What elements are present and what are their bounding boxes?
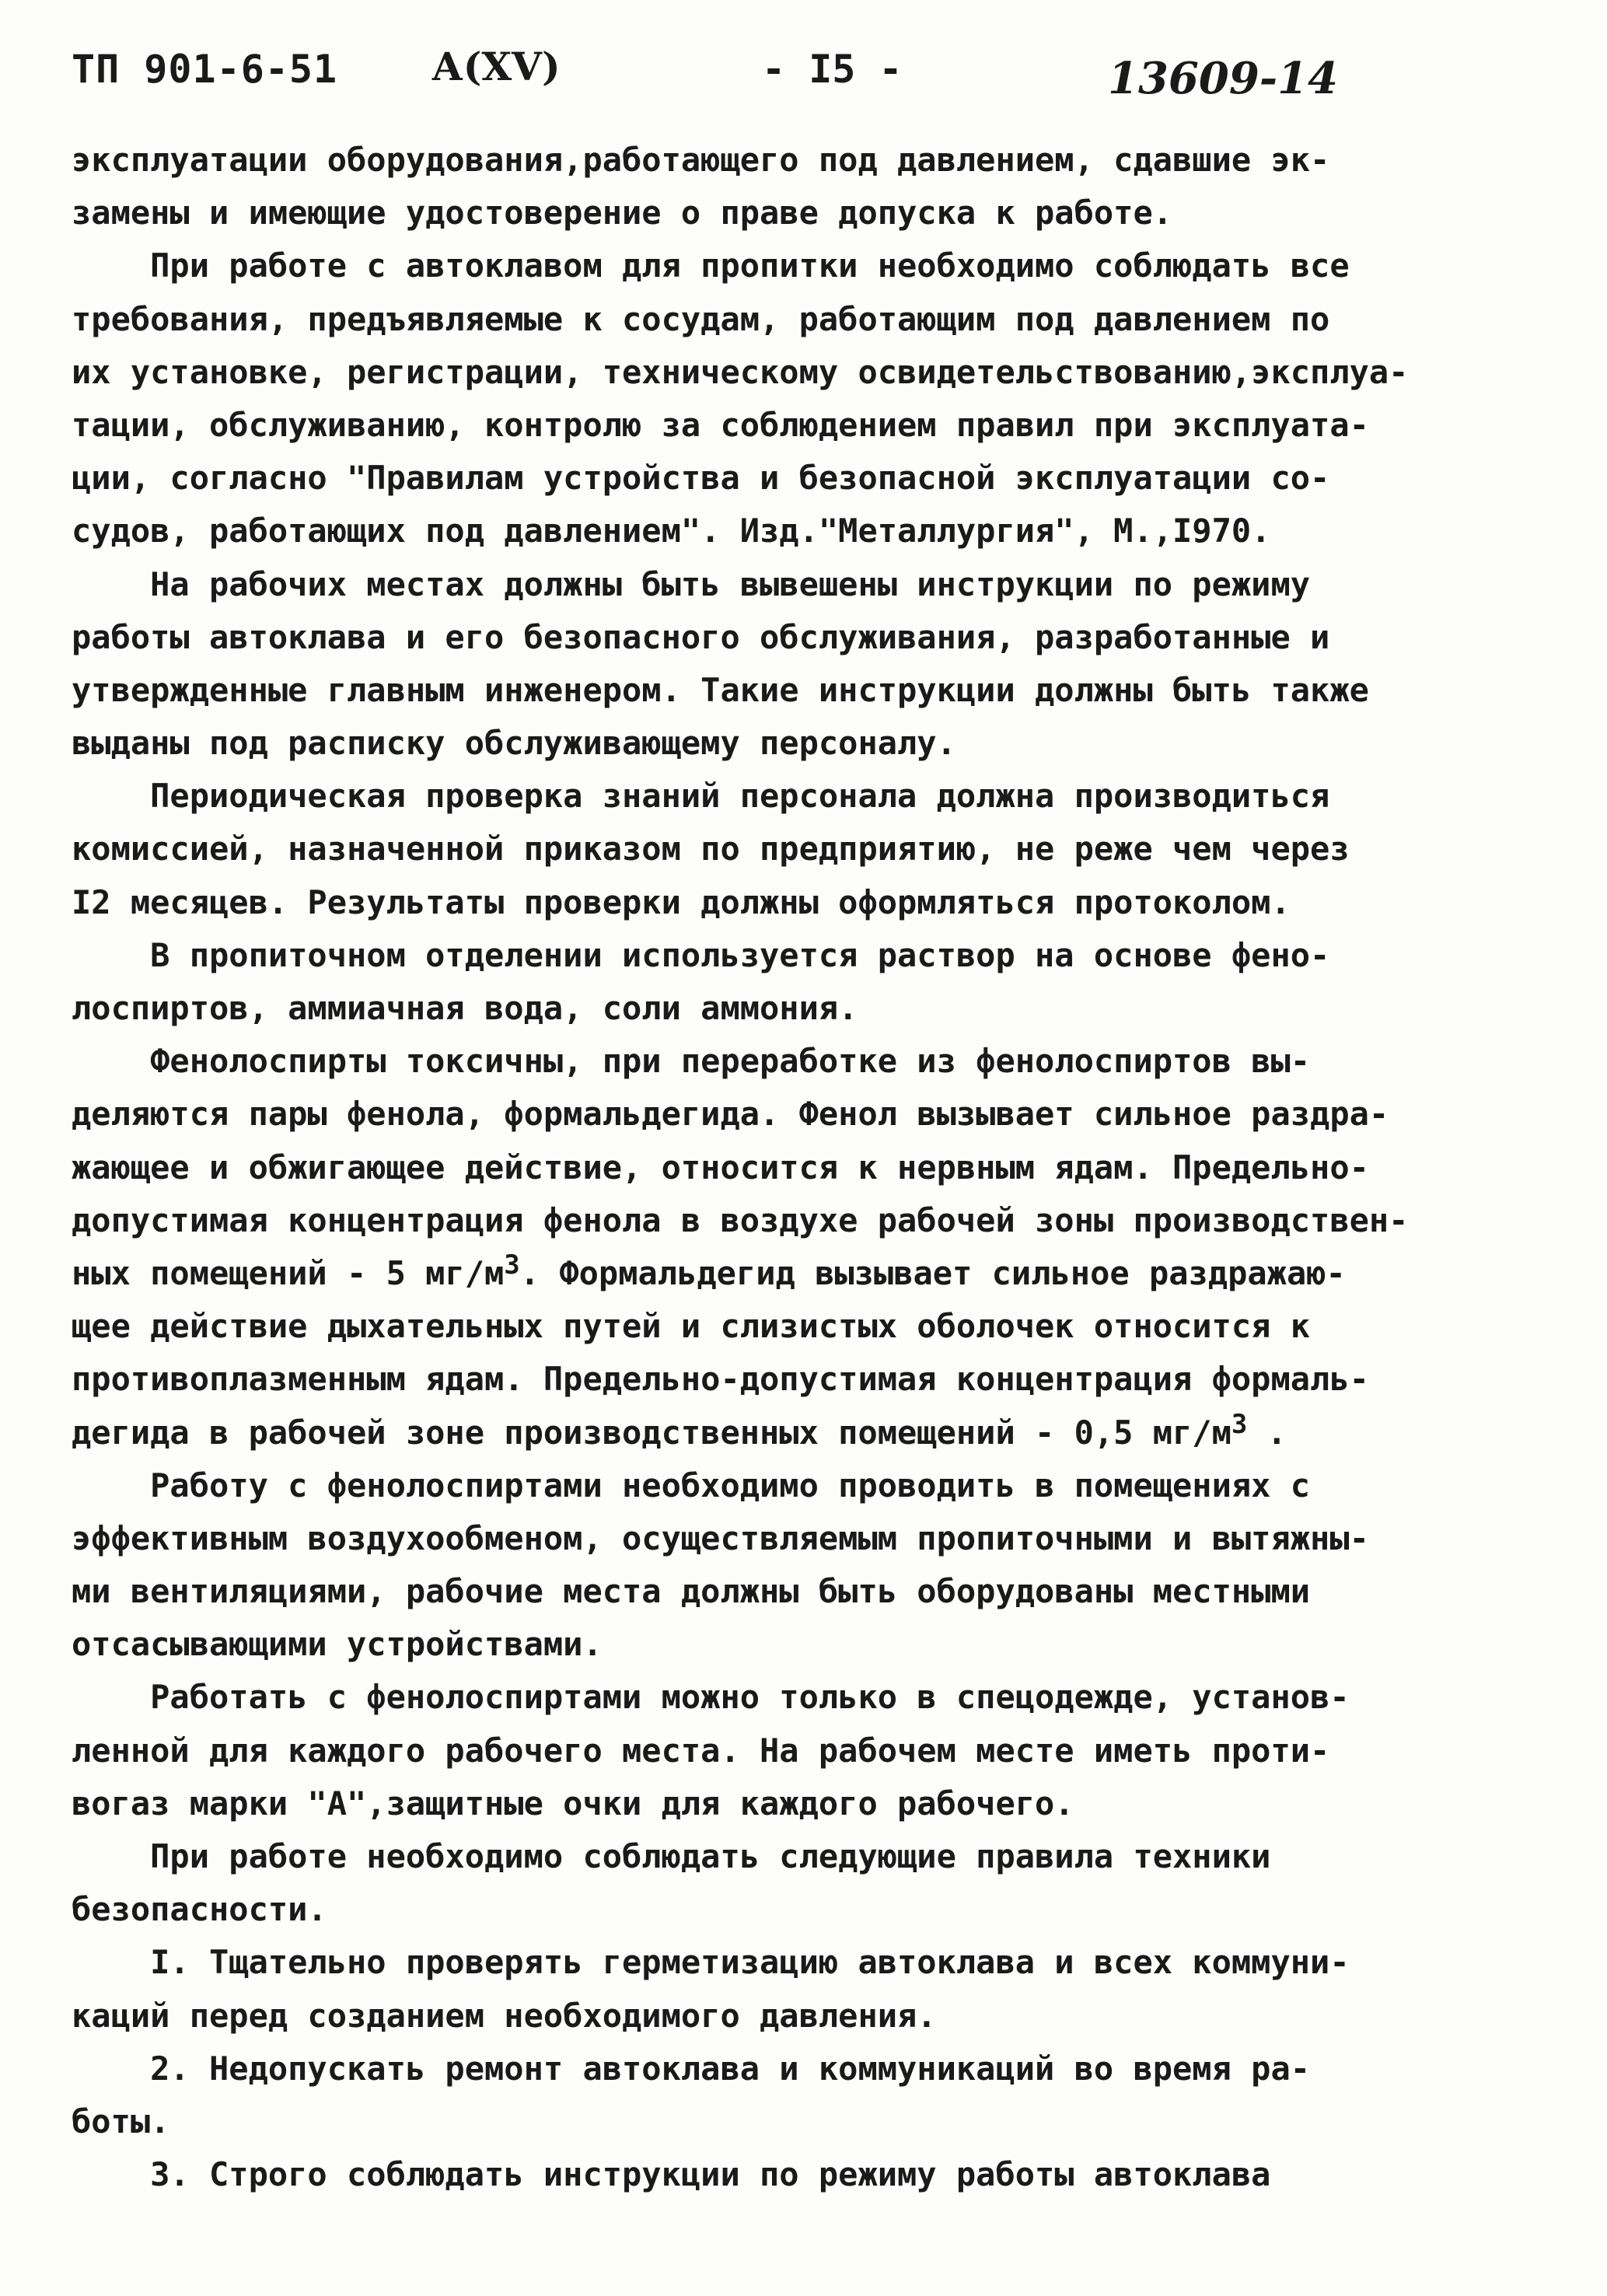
text-line-phenol-limit: [72, 1247, 1549, 1300]
text-line: противоплазменным ядам. Предельно-допустимая концентрация формаль-: [72, 1360, 1369, 1399]
text-line: лоспиртов, аммиачная вода, соли аммония.: [72, 989, 858, 1027]
text-line: их установке, регистрации, техническому освидетельствованию,эксплуа-: [72, 352, 1409, 391]
text-line: Периодическая проверка знаний персонала должна производиться: [72, 777, 1330, 816]
text-fragment: дегида в рабочей зоне производственных помещений - 0,5 мг/м: [72, 1413, 1231, 1452]
text-line: ленной для каждого рабочего места. На рабочем месте иметь проти-: [72, 1731, 1330, 1770]
text-line: утвержденные главным инженером. Такие инструкции должны быть также: [72, 670, 1369, 709]
text-line: На рабочих местах должны быть вывешены инструкции по режиму: [72, 564, 1311, 603]
text-line: эксплуатации оборудования,работающего под давлением, сдавшие эк-: [72, 141, 1330, 179]
text-fragment: . Формальдегид вызывает сильное раздражаю-: [519, 1253, 1346, 1292]
text-line: ми вентиляциями, рабочие места должны быть оборудованы местными: [72, 1572, 1311, 1611]
text-line: боты.: [72, 2102, 170, 2140]
document-code: ТП 901-6-51: [72, 47, 338, 92]
text-line-formaldehyde-limit: [72, 1407, 1549, 1459]
text-line: При работе с автоклавом для пропитки необходимо соблюдать все: [72, 246, 1350, 285]
text-line: Работать с фенолоспиртами можно только в спецодежде, установ-: [72, 1678, 1350, 1717]
text-line: судов, работающих под давлением". Изд."Металлургия", М.,I970.: [72, 512, 1271, 550]
text-line: Фенолоспирты токсичны, при переработке из фенолоспиртов вы-: [72, 1042, 1311, 1081]
text-line: Работу с фенолоспиртами необходимо проводить в помещениях с: [72, 1466, 1311, 1504]
text-line: 2. Недопускать ремонт автоклава и коммуникаций во время ра-: [72, 2049, 1311, 2088]
text-line: эффективным воздухообменом, осуществляемым пропиточными и вытяжны-: [72, 1518, 1369, 1557]
cubic-exponent: 3: [504, 1249, 520, 1281]
text-line: каций перед созданием необходимого давления.: [72, 1996, 937, 2035]
text-line: I. Тщательно проверять герметизацию автоклава и всех коммуни-: [72, 1943, 1350, 1982]
text-line: комиссией, назначенной приказом по предприятию, не реже чем через: [72, 830, 1350, 868]
inventory-number: 13609-14: [1108, 53, 1338, 104]
body-text: [72, 134, 1549, 2201]
document-code-suffix: А(XV): [431, 44, 561, 89]
text-line: безопасности.: [72, 1890, 327, 1929]
text-line: работы автоклава и его безопасного обслуживания, разработанные и: [72, 617, 1330, 656]
text-fragment: ных помещений - 5 мг/м: [72, 1253, 505, 1292]
text-line: щее действие дыхательных путей и слизистых оболочек относится к: [72, 1307, 1311, 1346]
text-line: выданы под расписку обслуживающему персоналу.: [72, 724, 956, 763]
text-line: тации, обслуживанию, контролю за соблюдением правил при эксплуата-: [72, 405, 1369, 444]
text-line: При работе необходимо соблюдать следующие правила техники: [72, 1837, 1271, 1875]
text-line: ции, согласно "Правилам устройства и безопасной эксплуатации со-: [72, 459, 1330, 498]
text-line: жающее и обжигающее действие, относится к нервным ядам. Предельно-: [72, 1148, 1369, 1186]
text-line: 3. Строго соблюдать инструкции по режиму работы автоклава: [72, 2155, 1271, 2194]
text-line: вогаз марки "А",защитные очки для каждого рабочего.: [72, 1784, 1074, 1822]
text-line: замены и имеющие удостоверение о праве допуска к работе.: [72, 194, 1173, 232]
text-line: требования, предъявляемые к сосудам, работающим под давлением по: [72, 299, 1330, 338]
text-fragment: .: [1247, 1413, 1287, 1452]
text-line: деляются пары фенола, формальдегида. Фенол вызывает сильное раздра-: [72, 1095, 1389, 1134]
cubic-exponent: 3: [1231, 1408, 1248, 1440]
text-line: В пропиточном отделении используется раствор на основе фено-: [72, 935, 1330, 974]
page-number: - I5 -: [762, 47, 903, 92]
text-line: допустимая концентрация фенола в воздухе рабочей зоны производствен-: [72, 1200, 1409, 1239]
page-header: [0, 44, 1607, 132]
text-line: I2 месяцев. Результаты проверки должны оформляться протоколом.: [72, 882, 1291, 921]
text-line: отсасывающими устройствами.: [72, 1625, 603, 1664]
